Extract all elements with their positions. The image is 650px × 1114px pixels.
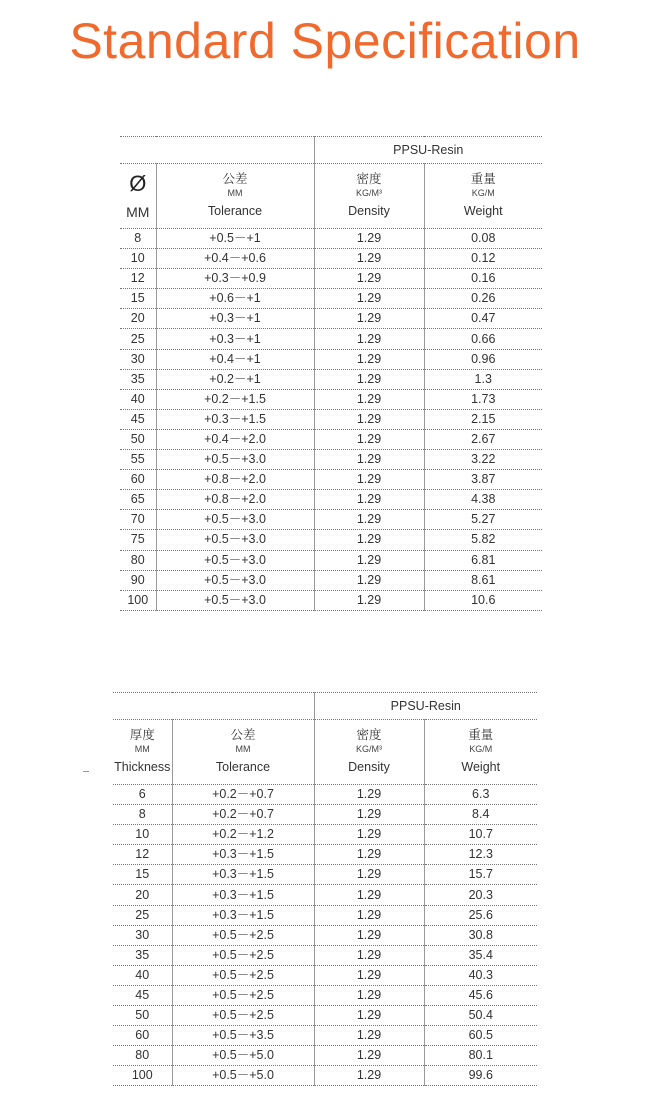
density-cn: 密度 xyxy=(356,172,382,186)
table-row xyxy=(120,269,542,289)
weight-cell: 0.08 xyxy=(424,229,542,249)
spec-table-diameter xyxy=(120,136,542,611)
size-cell: 60 xyxy=(120,470,156,490)
group-header: PPSU-Resin xyxy=(314,137,542,164)
tolerance-cn: 公差 xyxy=(222,172,248,186)
weight-cell: 35.4 xyxy=(424,945,537,965)
weight-cell: 99.6 xyxy=(424,1066,537,1086)
tolerance-cell: +0.3－+0.9 xyxy=(156,269,314,289)
weight-cell: 0.47 xyxy=(424,309,542,329)
group-header: PPSU-Resin xyxy=(314,693,537,720)
weight-cell: 0.12 xyxy=(424,249,542,269)
group-header-row xyxy=(120,137,542,164)
density-cell: 1.29 xyxy=(314,805,424,825)
table-row xyxy=(120,349,542,369)
tolerance-cell: +0.3－+1 xyxy=(156,329,314,349)
tolerance-cell: +0.2－+1.2 xyxy=(172,825,314,845)
weight-cell: 1.3 xyxy=(424,369,542,389)
table-row xyxy=(120,229,542,249)
size-cell: 8 xyxy=(120,229,156,249)
weight-unit: KG/M xyxy=(469,744,493,754)
density-cell: 1.29 xyxy=(314,510,424,530)
table-row xyxy=(113,1006,537,1026)
density-cell: 1.29 xyxy=(314,229,424,249)
weight-cell: 80.1 xyxy=(424,1046,537,1066)
weight-cell: 0.96 xyxy=(424,349,542,369)
table-row xyxy=(113,1066,537,1086)
size-cell: 40 xyxy=(113,965,172,985)
density-cell: 1.29 xyxy=(314,369,424,389)
density-cell: 1.29 xyxy=(314,550,424,570)
tolerance-cell: +0.4－+1 xyxy=(156,349,314,369)
tolerance-cell: +0.5－+5.0 xyxy=(172,1066,314,1086)
tolerance-cell: +0.3－+1.5 xyxy=(172,905,314,925)
weight-cell: 5.82 xyxy=(424,530,542,550)
size-cell: 50 xyxy=(120,429,156,449)
density-cell: 1.29 xyxy=(314,985,424,1005)
table-row xyxy=(120,490,542,510)
table-row xyxy=(120,249,542,269)
size-cell: 40 xyxy=(120,389,156,409)
size-cell: 15 xyxy=(120,289,156,309)
size-cell: 35 xyxy=(113,945,172,965)
size-cell: 80 xyxy=(120,550,156,570)
density-cell: 1.29 xyxy=(314,785,424,805)
table-row xyxy=(113,825,537,845)
density-unit: KG/M³ xyxy=(356,744,382,754)
tolerance-cell: +0.5－+3.0 xyxy=(156,450,314,470)
size-cell: 100 xyxy=(120,590,156,610)
table-row xyxy=(113,965,537,985)
weight-cell: 1.73 xyxy=(424,389,542,409)
size-cell: 65 xyxy=(120,490,156,510)
size-cell: 15 xyxy=(113,865,172,885)
size-cell: 75 xyxy=(120,530,156,550)
weight-cell: 60.5 xyxy=(424,1026,537,1046)
page-title: Standard Specification xyxy=(69,13,581,69)
table-row xyxy=(120,309,542,329)
table-row xyxy=(113,805,537,825)
tolerance-cell: +0.3－+1 xyxy=(156,309,314,329)
table-body xyxy=(113,785,537,1086)
table-row xyxy=(113,945,537,965)
thickness-cn: 厚度 xyxy=(129,728,155,742)
table-row xyxy=(120,470,542,490)
tolerance-cell: +0.5－+3.0 xyxy=(156,590,314,610)
density-cell: 1.29 xyxy=(314,1066,424,1086)
weight-cell: 0.16 xyxy=(424,269,542,289)
density-cell: 1.29 xyxy=(314,269,424,289)
table-row xyxy=(120,530,542,550)
tolerance-cell: +0.5－+2.5 xyxy=(172,945,314,965)
tolerance-unit: MM xyxy=(235,744,251,754)
weight-cell: 25.6 xyxy=(424,905,537,925)
tolerance-cell: +0.3－+1.5 xyxy=(172,845,314,865)
density-cell: 1.29 xyxy=(314,965,424,985)
weight-cell: 5.27 xyxy=(424,510,542,530)
weight-cell: 8.4 xyxy=(424,805,537,825)
weight-cell: 2.67 xyxy=(424,429,542,449)
weight-cell: 2.15 xyxy=(424,409,542,429)
weight-cell: 4.38 xyxy=(424,490,542,510)
tolerance-cell: +0.2－+1 xyxy=(156,369,314,389)
size-cell: 90 xyxy=(120,570,156,590)
table-body xyxy=(120,229,542,611)
table-row xyxy=(120,590,542,610)
weight-cn: 重量 xyxy=(468,728,494,742)
density-cell: 1.29 xyxy=(314,349,424,369)
weight-cell: 40.3 xyxy=(424,965,537,985)
col-header-diameter xyxy=(120,164,156,229)
weight-cell: 20.3 xyxy=(424,885,537,905)
tolerance-cell: +0.3－+1.5 xyxy=(172,865,314,885)
table-row xyxy=(113,785,537,805)
weight-cell: 15.7 xyxy=(424,865,537,885)
tolerance-cell: +0.5－+3.0 xyxy=(156,510,314,530)
weight-cell: 3.87 xyxy=(424,470,542,490)
thickness-en: Thickness xyxy=(114,760,171,774)
weight-cell: 30.8 xyxy=(424,925,537,945)
tolerance-unit: MM xyxy=(227,188,243,198)
tolerance-cell: +0.5－+2.5 xyxy=(172,925,314,945)
density-cell: 1.29 xyxy=(314,389,424,409)
tolerance-cell: +0.5－+3.0 xyxy=(156,550,314,570)
col-header-thickness xyxy=(113,720,172,785)
tolerance-cell: +0.4－+2.0 xyxy=(156,429,314,449)
size-cell: 60 xyxy=(113,1026,172,1046)
column-header-row xyxy=(120,164,542,229)
weight-cell: 6.81 xyxy=(424,550,542,570)
density-en: Density xyxy=(348,760,390,774)
tolerance-cell: +0.5－+3.0 xyxy=(156,570,314,590)
table-row xyxy=(120,429,542,449)
density-cell: 1.29 xyxy=(314,865,424,885)
table-row xyxy=(120,550,542,570)
density-cell: 1.29 xyxy=(314,450,424,470)
table-row xyxy=(113,1026,537,1046)
group-header-row xyxy=(113,693,537,720)
thickness-unit: MM xyxy=(134,744,150,754)
size-cell: 10 xyxy=(120,249,156,269)
size-cell: 35 xyxy=(120,369,156,389)
size-cell: 6 xyxy=(113,785,172,805)
table-row xyxy=(120,289,542,309)
weight-cn: 重量 xyxy=(470,172,496,186)
tolerance-cell: +0.5－+2.5 xyxy=(172,985,314,1005)
density-cell: 1.29 xyxy=(314,1006,424,1026)
table-row xyxy=(113,845,537,865)
density-cell: 1.29 xyxy=(314,845,424,865)
weight-cell: 3.22 xyxy=(424,450,542,470)
tolerance-cell: +0.3－+1.5 xyxy=(172,885,314,905)
weight-en: Weight xyxy=(463,204,503,218)
tolerance-cell: +0.8－+2.0 xyxy=(156,470,314,490)
size-cell: 80 xyxy=(113,1046,172,1066)
size-cell: 50 xyxy=(113,1006,172,1026)
table-row xyxy=(120,409,542,429)
density-cell: 1.29 xyxy=(314,429,424,449)
col-header-weight xyxy=(424,720,537,785)
weight-cell: 50.4 xyxy=(424,1006,537,1026)
density-unit: KG/M³ xyxy=(356,188,382,198)
diameter-symbol: Ø xyxy=(129,171,147,196)
density-cell: 1.29 xyxy=(314,470,424,490)
diameter-unit: MM xyxy=(126,204,150,220)
weight-cell: 6.3 xyxy=(424,785,537,805)
table-row xyxy=(120,329,542,349)
table-row xyxy=(120,570,542,590)
tolerance-cell: +0.2－+1.5 xyxy=(156,389,314,409)
size-cell: 12 xyxy=(120,269,156,289)
tolerance-cn: 公差 xyxy=(230,728,256,742)
density-cell: 1.29 xyxy=(314,945,424,965)
column-header-row xyxy=(113,720,537,785)
size-cell: 45 xyxy=(120,409,156,429)
table-row xyxy=(120,389,542,409)
col-header-weight xyxy=(424,164,542,229)
size-cell: 70 xyxy=(120,510,156,530)
weight-en: Weight xyxy=(461,760,501,774)
tolerance-cell: +0.5－+3.5 xyxy=(172,1026,314,1046)
density-cell: 1.29 xyxy=(314,925,424,945)
weight-cell: 12.3 xyxy=(424,845,537,865)
size-cell: 45 xyxy=(113,985,172,1005)
density-cell: 1.29 xyxy=(314,329,424,349)
tolerance-cell: +0.5－+1 xyxy=(156,229,314,249)
density-cell: 1.29 xyxy=(314,309,424,329)
col-header-tolerance xyxy=(172,720,314,785)
density-cell: 1.29 xyxy=(314,249,424,269)
density-cell: 1.29 xyxy=(314,885,424,905)
table-row xyxy=(113,865,537,885)
tolerance-cell: +0.5－+2.5 xyxy=(172,1006,314,1026)
table-row xyxy=(113,985,537,1005)
density-cell: 1.29 xyxy=(314,1046,424,1066)
weight-cell: 0.66 xyxy=(424,329,542,349)
col-header-density xyxy=(314,164,424,229)
table-row xyxy=(113,905,537,925)
tolerance-cell: +0.4－+0.6 xyxy=(156,249,314,269)
density-cell: 1.29 xyxy=(314,490,424,510)
size-cell: 30 xyxy=(113,925,172,945)
density-cell: 1.29 xyxy=(314,409,424,429)
size-cell: 20 xyxy=(120,309,156,329)
size-cell: 20 xyxy=(113,885,172,905)
stray-dash xyxy=(83,771,89,772)
spec-table-thickness xyxy=(113,692,537,1086)
tolerance-cell: +0.3－+1.5 xyxy=(156,409,314,429)
density-cell: 1.29 xyxy=(314,570,424,590)
tolerance-cell: +0.6－+1 xyxy=(156,289,314,309)
weight-unit: KG/M xyxy=(471,188,495,198)
size-cell: 8 xyxy=(113,805,172,825)
density-cell: 1.29 xyxy=(314,825,424,845)
table-row xyxy=(120,369,542,389)
density-cell: 1.29 xyxy=(314,530,424,550)
tolerance-cell: +0.8－+2.0 xyxy=(156,490,314,510)
size-cell: 12 xyxy=(113,845,172,865)
size-cell: 25 xyxy=(120,329,156,349)
size-cell: 10 xyxy=(113,825,172,845)
density-cell: 1.29 xyxy=(314,590,424,610)
table-row xyxy=(113,925,537,945)
weight-cell: 45.6 xyxy=(424,985,537,1005)
weight-cell: 0.26 xyxy=(424,289,542,309)
table-row xyxy=(113,1046,537,1066)
weight-cell: 10.6 xyxy=(424,590,542,610)
table-row xyxy=(120,510,542,530)
size-cell: 25 xyxy=(113,905,172,925)
col-header-density xyxy=(314,720,424,785)
density-en: Density xyxy=(348,204,390,218)
tolerance-cell: +0.2－+0.7 xyxy=(172,785,314,805)
tolerance-cell: +0.5－+5.0 xyxy=(172,1046,314,1066)
tolerance-en: Tolerance xyxy=(207,204,263,218)
weight-cell: 10.7 xyxy=(424,825,537,845)
density-cell: 1.29 xyxy=(314,1026,424,1046)
size-cell: 55 xyxy=(120,450,156,470)
tolerance-en: Tolerance xyxy=(215,760,271,774)
table-row xyxy=(113,885,537,905)
table-row xyxy=(120,450,542,470)
tolerance-cell: +0.2－+0.7 xyxy=(172,805,314,825)
density-cell: 1.29 xyxy=(314,289,424,309)
weight-cell: 8.61 xyxy=(424,570,542,590)
size-cell: 100 xyxy=(113,1066,172,1086)
tolerance-cell: +0.5－+2.5 xyxy=(172,965,314,985)
density-cn: 密度 xyxy=(356,728,382,742)
tolerance-cell: +0.5－+3.0 xyxy=(156,530,314,550)
size-cell: 30 xyxy=(120,349,156,369)
density-cell: 1.29 xyxy=(314,905,424,925)
col-header-tolerance xyxy=(156,164,314,229)
